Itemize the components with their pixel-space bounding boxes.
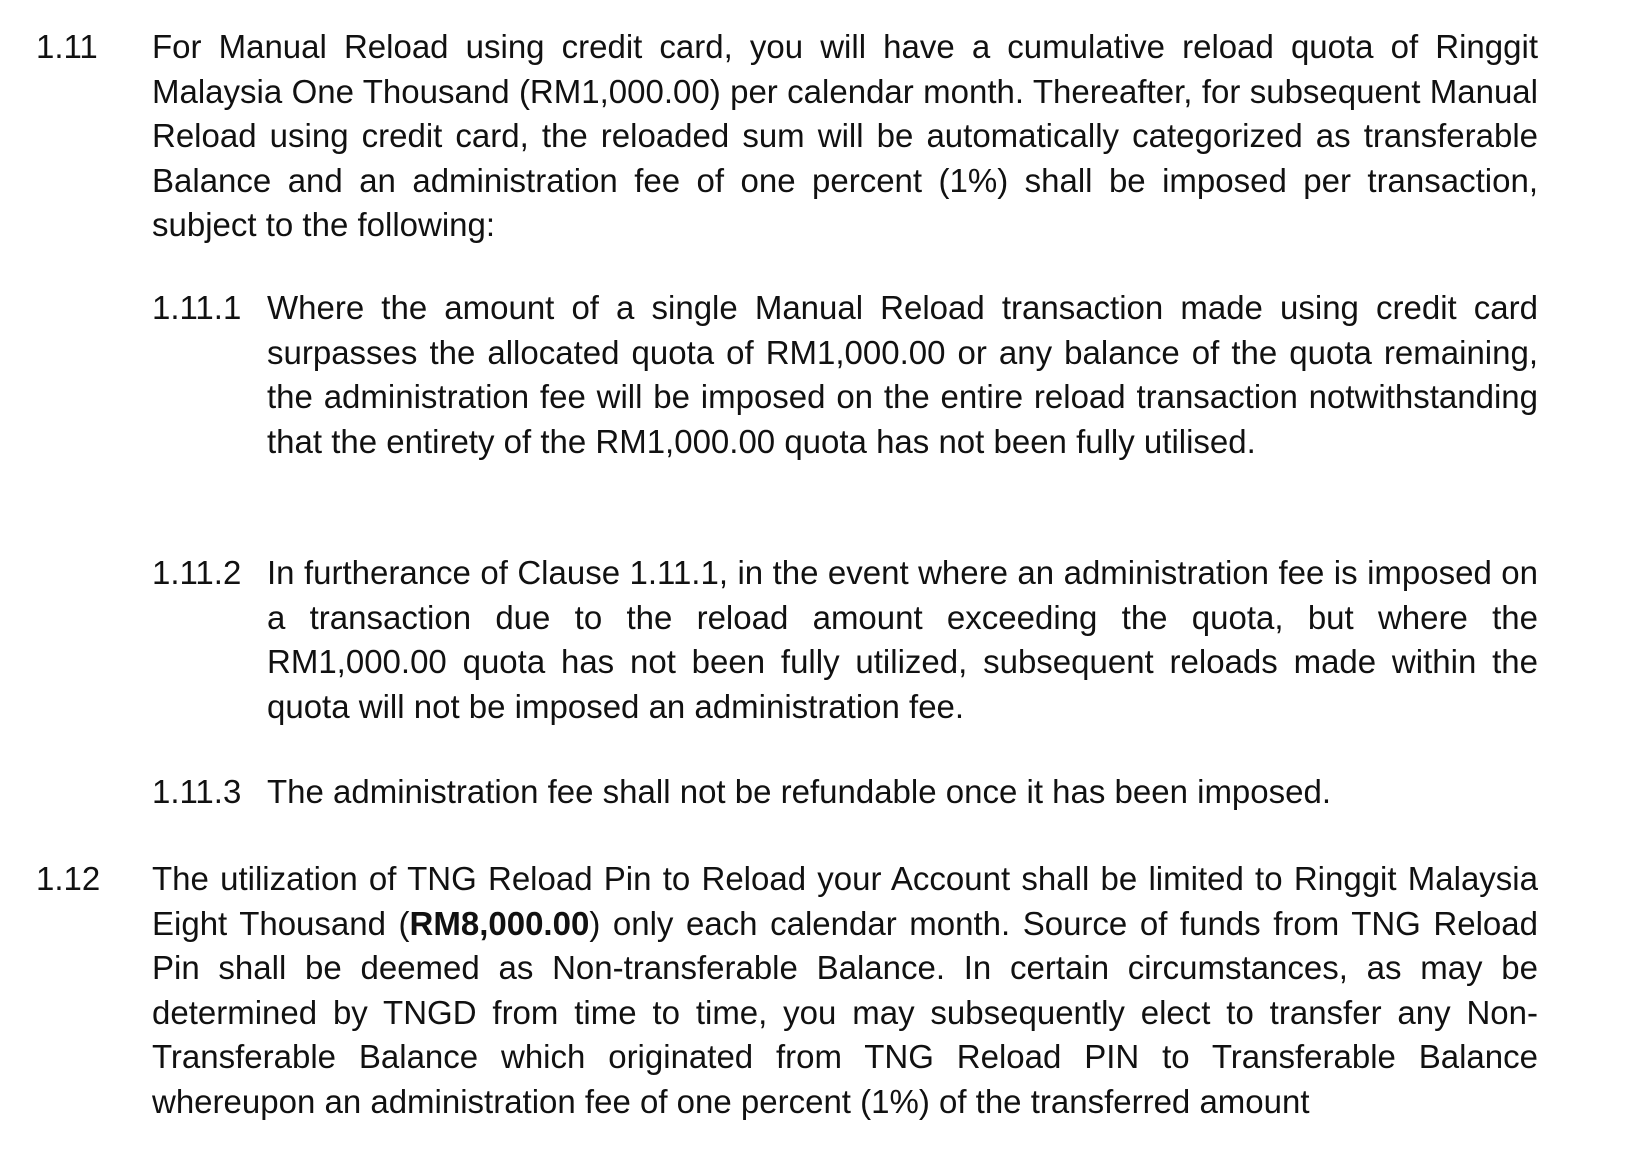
subclause-number: 1.11.3 <box>152 773 242 810</box>
subclause-number: 1.11.2 <box>152 554 242 591</box>
clause-number: 1.12 <box>36 860 101 897</box>
subclause-text: In furtherance of Clause 1.11.1, in the event where an administration fee is imposed on a transaction due to the reload amount exceeding the quota, but where the RM1,000.00 quota has not been fully utilized, subsequent reloads made within the quota will not be imposed an administration fee. <box>267 554 1538 725</box>
limit-amount: RM8,000.00 <box>409 904 590 942</box>
subclause-text: Where the amount of a single Manual Reload transaction made using credit card surpasses the allocated quota of RM1,000.00 or any balance of the quota remaining, the administration fee will be imposed on the entire reload transaction notwithstanding that the entirety of the RM1,000.00 quota has not been fully utilised. <box>267 289 1538 460</box>
clause-text <box>152 857 1538 1124</box>
clause-text: For Manual Reload using credit card, you will have a cumulative reload quota of Ringgit Malaysia One Thousand (RM1,000.00) per calendar month. Thereafter, for subsequent Manual Reload using credit card, the reloaded sum will be automatically categorized as transferable Balance and an administration fee of one percent (1%) shall be imposed per transaction, subject to the following: <box>152 28 1538 243</box>
clause-number: 1.11 <box>36 28 98 65</box>
clause-text-start: The utilization of TNG Reload Pin to Reload your Account shall be limited to Ringgit Malaysia Eight Thousand ( <box>152 860 1538 942</box>
clause-text-end: ) only each calendar month. Source of funds from TNG Reload Pin shall be deemed as Non-transferable Balance. In certain circumstances, as may be determined by TNGD from time to time, you may subsequently elect to transfer any Non-Transferable Balance which originated from TNG Reload PIN to Transferable Balance whereupon an administration fee of one percent (1%) of the transferred amount <box>152 904 1538 1120</box>
subclause-text: The administration fee shall not be refundable once it has been imposed. <box>267 773 1332 810</box>
subclause-number: 1.11.1 <box>152 289 242 326</box>
